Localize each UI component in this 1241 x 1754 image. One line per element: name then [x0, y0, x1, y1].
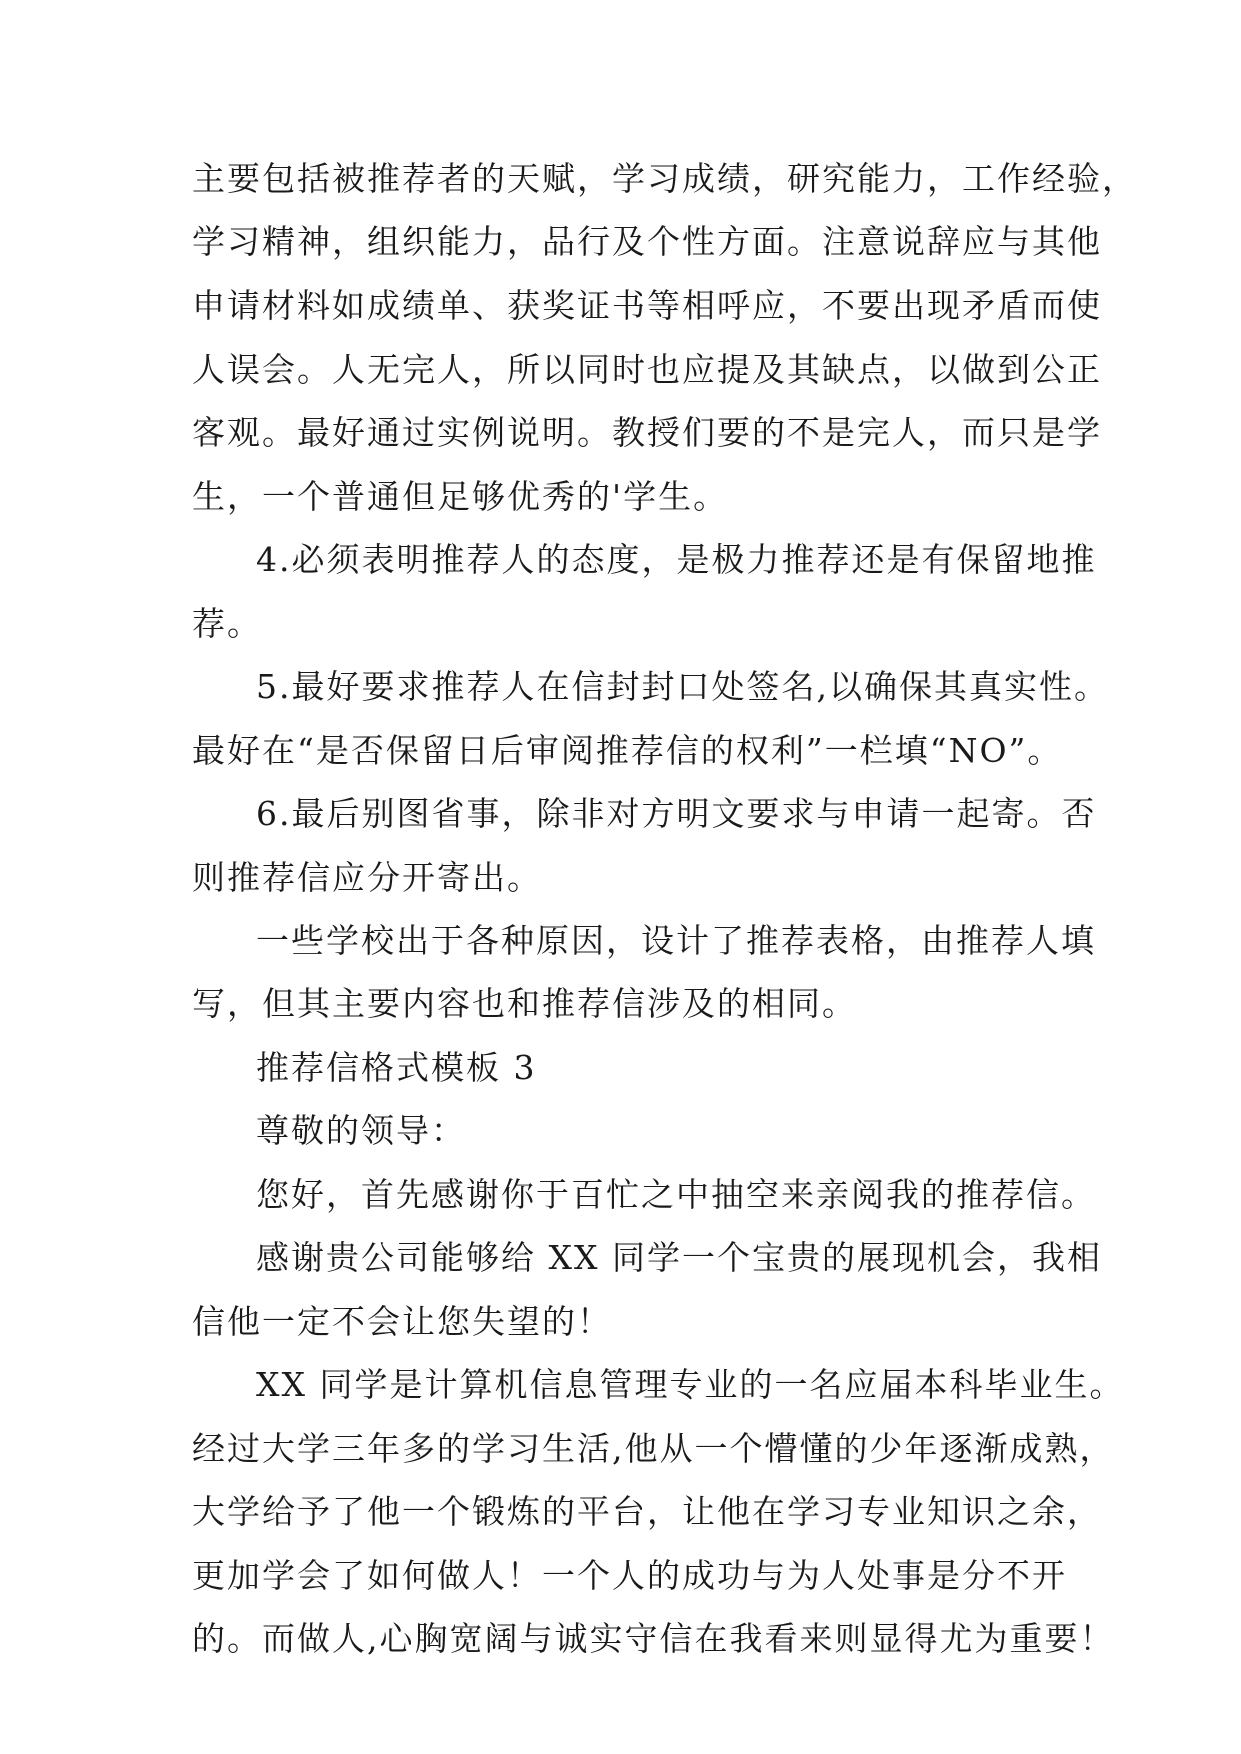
text-line: 申请材料如成绩单、获奖证书等相呼应，不要出现矛盾而使 [192, 286, 1102, 325]
text-line: 更加学会了如何做人！一个人的成功与为人处事是分不开 [192, 1556, 1067, 1595]
text-line: 荐。 [192, 604, 262, 643]
text-line: 4.必须表明推荐人的态度，是极力推荐还是有保留地推 [256, 540, 1097, 579]
text-line: 您好，首先感谢你于百忙之中抽空来亲阅我的推荐信。 [256, 1175, 1096, 1214]
text-line: 最好在“是否保留日后审阅推荐信的权利”一栏填“NO”。 [192, 731, 1063, 770]
text-line: 信他一定不会让您失望的！ [192, 1302, 612, 1341]
text-line: 生，一个普通但足够优秀的'学生。 [192, 477, 729, 516]
text-line: 6.最后别图省事，除非对方明文要求与申请一起寄。否 [256, 794, 1097, 833]
text-line: 客观。最好通过实例说明。教授们要的不是完人，而只是学 [192, 413, 1102, 452]
text-line: 一些学校出于各种原因，设计了推荐表格，由推荐人填 [256, 921, 1096, 960]
text-line: 大学给予了他一个锻炼的平台，让他在学习专业知识之余， [192, 1492, 1102, 1531]
text-line: XX 同学是计算机信息管理专业的一名应届本科毕业生。 [256, 1365, 1125, 1404]
text-line: 经过大学三年多的学习生活,他从一个懵懂的少年逐渐成熟， [192, 1429, 1115, 1468]
text-line: 写，但其主要内容也和推荐信涉及的相同。 [192, 984, 857, 1023]
text-line: 人误会。人无完人，所以同时也应提及其缺点，以做到公正 [192, 350, 1102, 389]
section-heading: 推荐信格式模板 3 [256, 1048, 537, 1087]
text-line: 则推荐信应分开寄出。 [192, 858, 542, 897]
text-line: 5.最好要求推荐人在信封封口处签名,以确保其真实性。 [256, 667, 1109, 706]
text-line: 学习精神，组织能力，品行及个性方面。注意说辞应与其他 [192, 222, 1102, 261]
text-line: 感谢贵公司能够给 XX 同学一个宝贵的展现机会，我相 [256, 1238, 1102, 1277]
salutation: 尊敬的领导： [256, 1111, 466, 1150]
text-line: 的。而做人,心胸宽阔与诚实守信在我看来则显得尤为重要！ [192, 1619, 1115, 1658]
text-line: 主要包括被推荐者的天赋，学习成绩，研究能力，工作经验， [192, 159, 1137, 198]
